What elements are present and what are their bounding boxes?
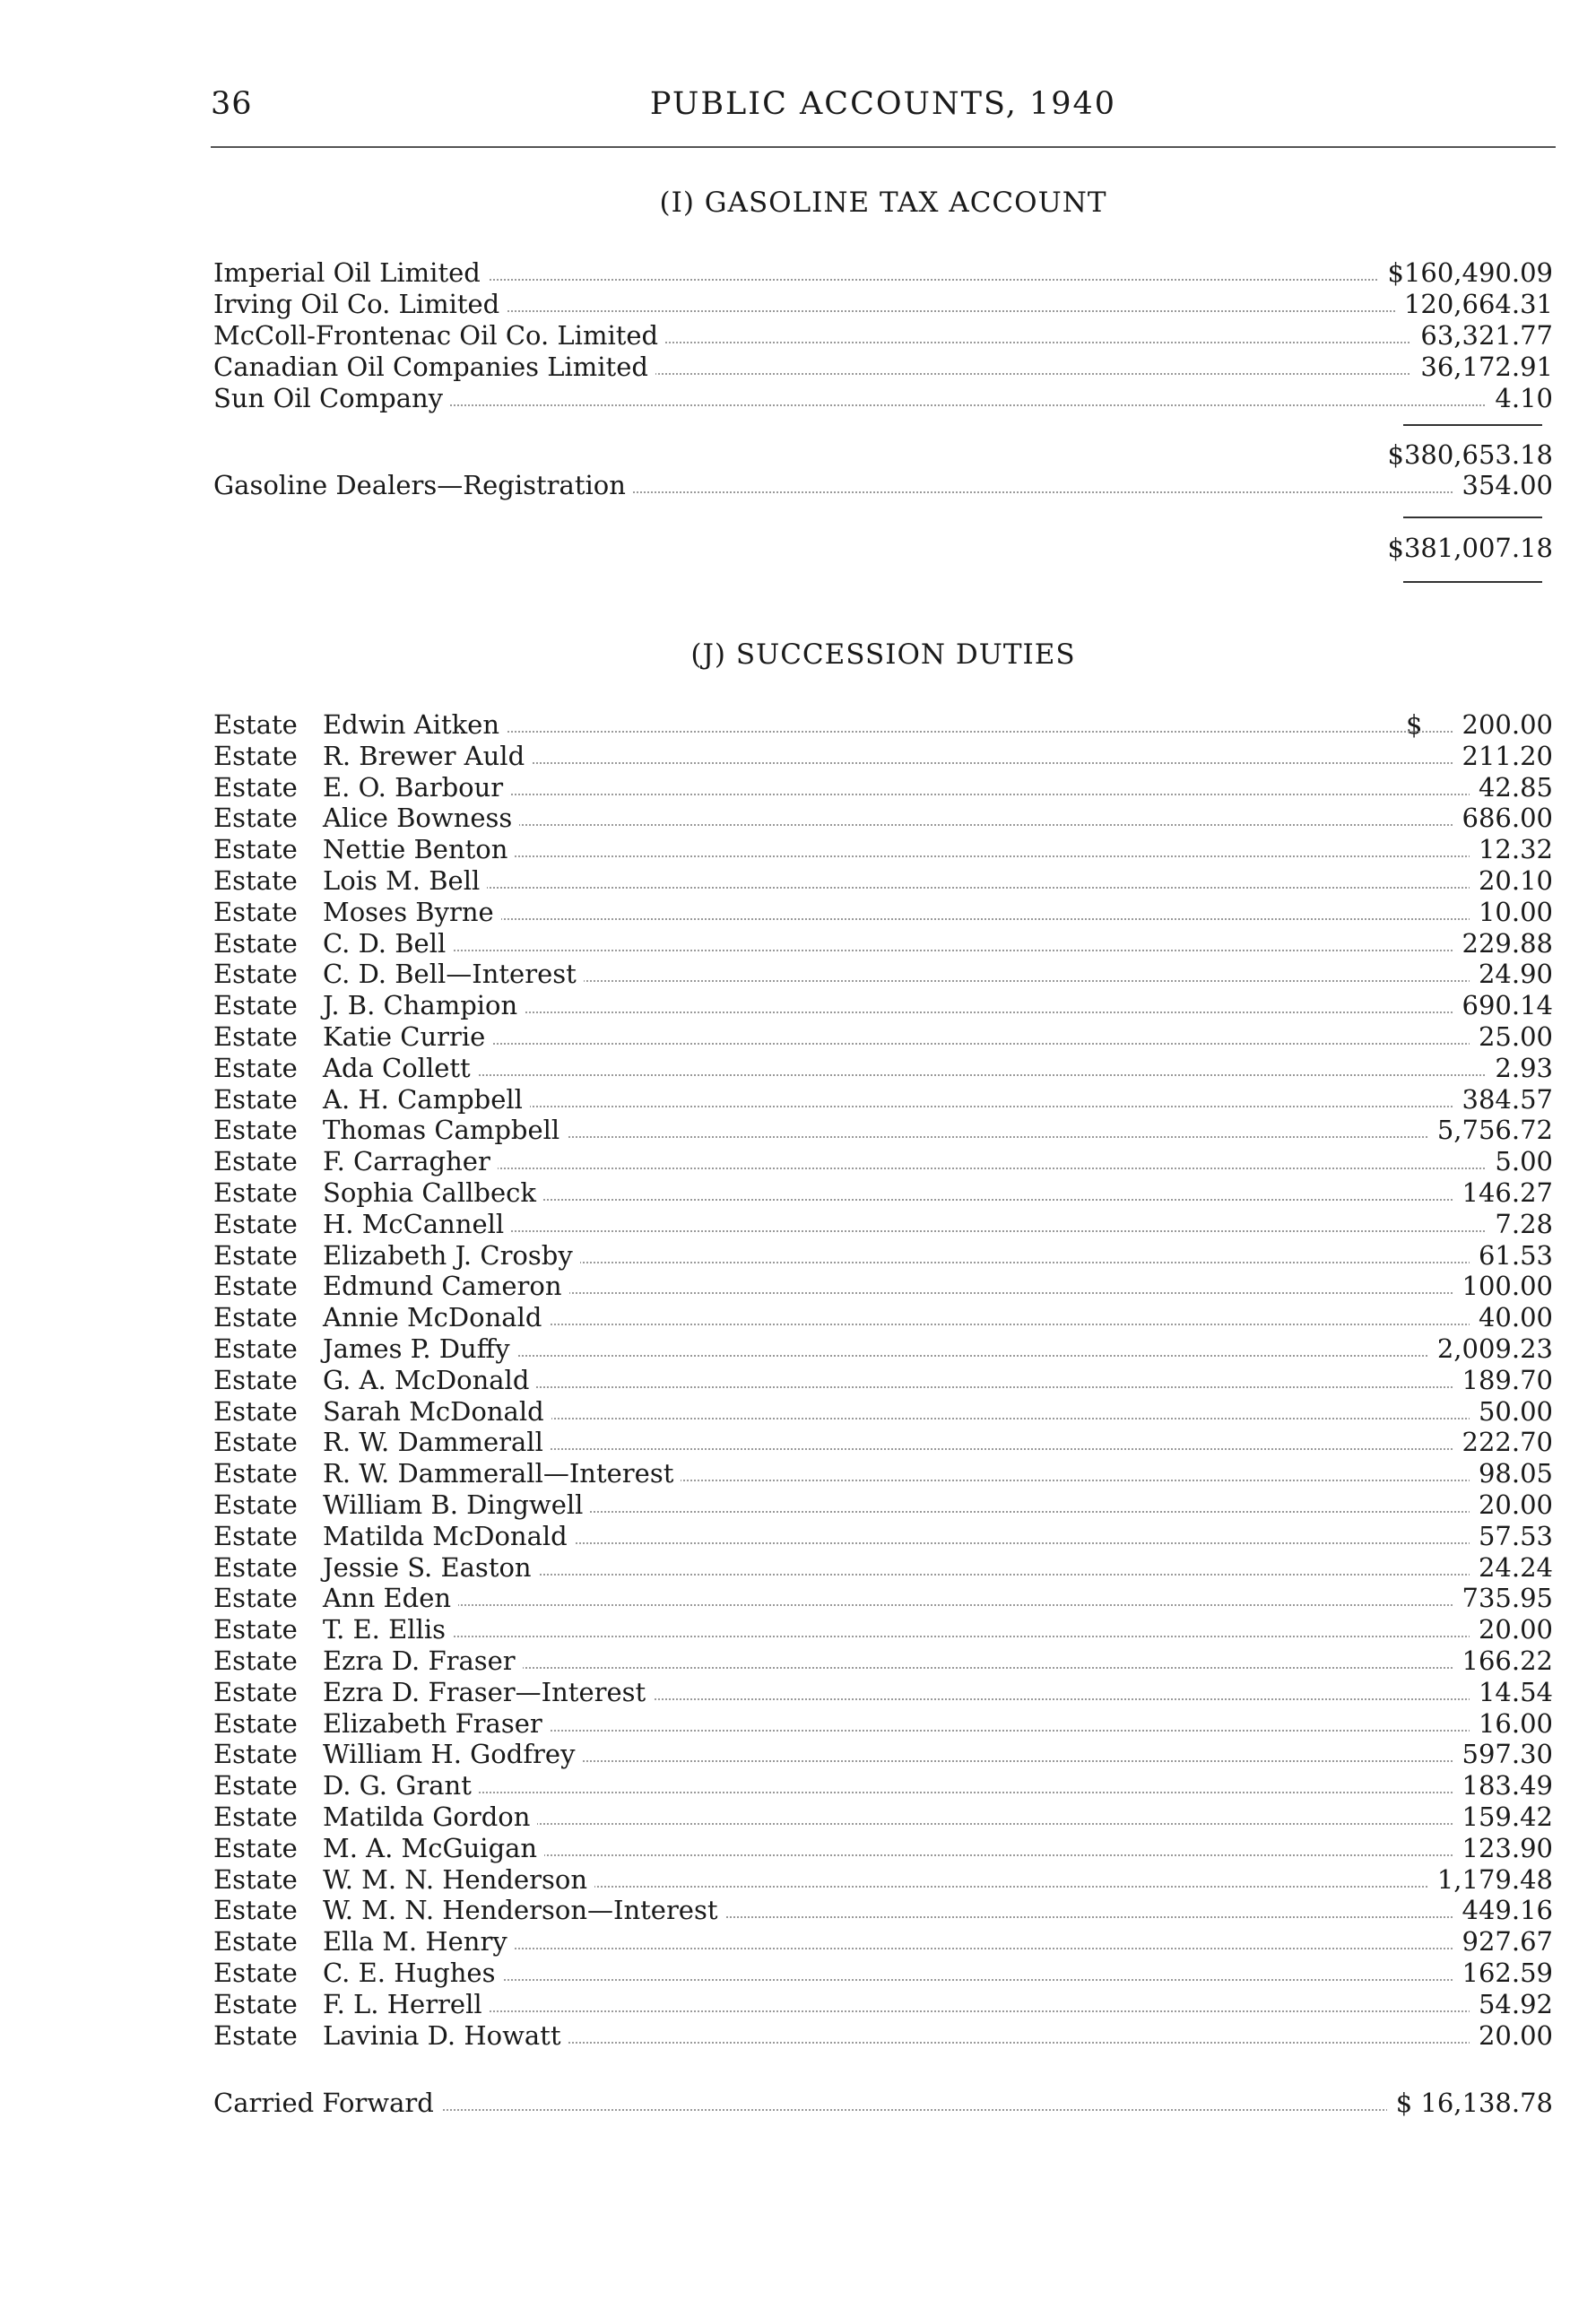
estate-prefix: Estate (213, 741, 298, 771)
estate-row (213, 1053, 1553, 1084)
estate-prefix: Estate (213, 1739, 298, 1769)
estate-label (213, 1302, 549, 1333)
estate-amount: 40.00 (1470, 1302, 1553, 1333)
estate-amount: 222.70 (1453, 1427, 1553, 1458)
estate-label (213, 1365, 536, 1396)
estate-row (213, 1302, 1553, 1333)
estate-name: Matilda Gordon (323, 1801, 531, 1832)
estate-amount: 50.00 (1470, 1396, 1553, 1428)
page-header (211, 86, 1556, 131)
estate-name: J. B. Champion (323, 990, 518, 1020)
estate-amount: 5.00 (1486, 1146, 1553, 1177)
estate-row (213, 959, 1553, 990)
estate-amount: 14.54 (1470, 1677, 1553, 1708)
estate-amount: 25.00 (1470, 1021, 1553, 1053)
estate-amount: 20.10 (1470, 865, 1553, 897)
estate-prefix: Estate (213, 1084, 298, 1115)
estate-label (213, 1084, 530, 1116)
estate-row (213, 741, 1553, 772)
estate-amount: 20.00 (1470, 1614, 1553, 1645)
estate-row (213, 1240, 1553, 1272)
estate-amount: 229.88 (1453, 928, 1553, 959)
estate-amount: 7.28 (1486, 1209, 1553, 1240)
estate-label (213, 1801, 537, 1833)
estate-amount: 20.00 (1470, 1489, 1553, 1521)
estate-label (213, 1895, 725, 1926)
estate-label (213, 1958, 502, 1989)
estate-label (213, 1864, 594, 1896)
estate-amount: 2,009.23 (1428, 1333, 1553, 1365)
gasoline-total-row (213, 533, 1553, 564)
estate-name: Sophia Callbeck (323, 1177, 536, 1208)
estate-prefix: Estate (213, 990, 298, 1020)
estate-prefix: Estate (213, 1240, 298, 1271)
estate-name: Elizabeth J. Crosby (323, 1240, 573, 1271)
gasoline-amount: 36,172.91 (1411, 352, 1553, 383)
estate-row (213, 1146, 1553, 1177)
estate-name: Alice Bowness (323, 803, 513, 833)
estate-amount: 162.59 (1453, 1958, 1553, 1989)
estate-row (213, 1614, 1553, 1645)
estate-label (213, 803, 519, 834)
estate-prefix: Estate (213, 1958, 298, 1988)
estate-prefix: Estate (213, 834, 298, 864)
estate-prefix: Estate (213, 1583, 298, 1613)
estate-label (213, 1489, 590, 1521)
estate-label (213, 1115, 567, 1146)
estate-name: Ada Collett (323, 1053, 471, 1083)
estate-label (213, 1427, 551, 1458)
estate-amount: 211.20 (1453, 741, 1553, 772)
estate-prefix: Estate (213, 1053, 298, 1083)
estate-row (213, 1521, 1553, 1552)
estate-name: Matilda McDonald (323, 1521, 568, 1551)
estate-label (213, 1614, 453, 1645)
estate-label (213, 1053, 478, 1084)
estate-name: D. G. Grant (323, 1770, 472, 1801)
gasoline-dealers-row (213, 470, 1553, 501)
estate-amount: 686.00 (1453, 803, 1553, 834)
estate-amount: 57.53 (1470, 1521, 1553, 1552)
gasoline-company: Sun Oil Company (213, 383, 450, 414)
estate-row (213, 928, 1553, 959)
estate-prefix: Estate (213, 1396, 298, 1427)
estate-prefix: Estate (213, 1302, 298, 1333)
estate-row (213, 1583, 1553, 1614)
estate-amount: 449.16 (1453, 1895, 1553, 1926)
gasoline-amount: $160,490.09 (1379, 257, 1554, 289)
estate-name: R. W. Dammerall—Interest (323, 1458, 674, 1489)
gasoline-subtotal-row (213, 439, 1553, 471)
estate-label (213, 2020, 568, 2052)
estate-label (213, 1926, 515, 1958)
estate-amount: 146.27 (1453, 1177, 1553, 1209)
estate-label (213, 709, 507, 741)
estate-label (213, 1552, 539, 1584)
estate-row (213, 709, 1553, 741)
estate-amount: 24.90 (1470, 959, 1553, 990)
estate-amount: 100.00 (1453, 1271, 1553, 1302)
estate-amount: 24.24 (1470, 1552, 1553, 1584)
estate-name: F. L. Herrell (323, 1989, 482, 2019)
estate-row (213, 1333, 1553, 1365)
estate-prefix: Estate (213, 2020, 298, 2051)
estate-name: R. W. Dammerall (323, 1427, 543, 1457)
estate-amount: 12.32 (1470, 834, 1553, 865)
estate-name: Thomas Campbell (323, 1115, 560, 1145)
estate-prefix: Estate (213, 1427, 298, 1457)
estate-label (213, 1645, 523, 1677)
estate-row (213, 803, 1553, 834)
carried-forward-row (213, 2088, 1553, 2119)
estate-row (213, 1864, 1553, 1896)
estate-row (213, 1770, 1553, 1801)
page-number: 36 (211, 86, 253, 122)
gasoline-company: Irving Oil Co. Limited (213, 289, 507, 320)
estate-name: Ezra D. Fraser (323, 1645, 516, 1676)
estate-row (213, 990, 1553, 1021)
estate-prefix: Estate (213, 1115, 298, 1145)
estate-row (213, 1833, 1553, 1864)
estate-prefix: Estate (213, 1489, 298, 1520)
estate-row (213, 1895, 1553, 1926)
estate-row (213, 1427, 1553, 1458)
gasoline-company: McColl-Frontenac Oil Co. Limited (213, 320, 665, 352)
estate-name: C. D. Bell (323, 928, 447, 959)
page-title: PUBLIC ACCOUNTS, 1940 (649, 86, 1117, 122)
estate-label (213, 1396, 551, 1428)
estate-prefix: Estate (213, 1271, 298, 1301)
estate-row (213, 2020, 1553, 2052)
gasoline-amount: 4.10 (1486, 383, 1553, 414)
estate-label (213, 1739, 582, 1770)
estate-name: R. Brewer Auld (323, 741, 525, 771)
estate-amount: 20.00 (1470, 2020, 1553, 2052)
estate-row (213, 1115, 1553, 1146)
carried-forward-amount: $ 16,138.78 (1387, 2088, 1553, 2119)
estate-label (213, 1333, 517, 1365)
estate-row (213, 1739, 1553, 1770)
estate-label (213, 928, 453, 959)
gasoline-row (213, 320, 1553, 352)
estate-name: Jessie S. Easton (323, 1552, 532, 1583)
estate-name: H. McCannell (323, 1209, 505, 1239)
estate-amount: 16.00 (1470, 1708, 1553, 1740)
gasoline-amount: 63,321.77 (1411, 320, 1553, 352)
estate-name: C. D. Bell—Interest (323, 959, 577, 989)
estate-row (213, 897, 1553, 928)
estate-label (213, 1021, 492, 1053)
gasoline-company: Canadian Oil Companies Limited (213, 352, 655, 383)
estate-row (213, 1552, 1553, 1584)
estate-amount: 927.67 (1453, 1926, 1553, 1958)
gasoline-row (213, 352, 1553, 383)
estate-label (213, 959, 584, 990)
gasoline-subtotal: $380,653.18 (1379, 439, 1554, 471)
estate-row (213, 1021, 1553, 1053)
estate-label (213, 834, 515, 865)
estate-amount: 735.95 (1453, 1583, 1553, 1614)
estate-prefix: Estate (213, 1177, 298, 1208)
estate-prefix: Estate (213, 1365, 298, 1395)
estate-label (213, 741, 532, 772)
estate-label (213, 1271, 569, 1302)
estate-prefix: Estate (213, 1926, 298, 1957)
estate-label (213, 1240, 580, 1272)
estate-name: E. O. Barbour (323, 772, 504, 803)
gasoline-subtotal-rule (1403, 424, 1542, 426)
estate-prefix: Estate (213, 1521, 298, 1551)
gasoline-dealers-amount: 354.00 (1453, 470, 1553, 501)
estate-name: Edwin Aitken (323, 709, 500, 740)
estate-amount: 10.00 (1470, 897, 1553, 928)
estate-row (213, 1989, 1553, 2020)
estate-name: W. M. N. Henderson (323, 1864, 587, 1895)
estate-prefix: Estate (213, 865, 298, 896)
estate-label (213, 1708, 550, 1740)
header-rule (211, 146, 1556, 148)
estate-amount: 2.93 (1486, 1053, 1553, 1084)
carried-forward-label: Carried Forward (213, 2088, 441, 2119)
estate-row (213, 1209, 1553, 1240)
estate-name: F. Carragher (323, 1146, 490, 1176)
estate-name: W. M. N. Henderson—Interest (323, 1895, 718, 1925)
estate-label (213, 772, 510, 803)
estate-row (213, 1396, 1553, 1428)
estate-row (213, 1801, 1553, 1833)
estate-prefix: Estate (213, 1552, 298, 1583)
estate-prefix: Estate (213, 1458, 298, 1489)
estate-row (213, 1708, 1553, 1740)
estate-name: Annie McDonald (323, 1302, 542, 1333)
estate-row (213, 1365, 1553, 1396)
estate-name: Ella M. Henry (323, 1926, 507, 1957)
estate-row (213, 834, 1553, 865)
estate-row (213, 1271, 1553, 1302)
gasoline-dealers-label: Gasoline Dealers—Registration (213, 470, 633, 501)
estate-amount: 5,756.72 (1428, 1115, 1553, 1146)
estate-prefix: Estate (213, 1833, 298, 1863)
gasoline-total-rule-top (1403, 517, 1542, 518)
estate-name: Edmund Cameron (323, 1271, 562, 1301)
estate-name: William H. Godfrey (323, 1739, 576, 1769)
estate-row (213, 1677, 1553, 1708)
gasoline-total-rule-bottom (1403, 581, 1542, 583)
estate-amount: 123.90 (1453, 1833, 1553, 1864)
estate-row (213, 1177, 1553, 1209)
estate-label (213, 865, 487, 897)
estate-name: Lois M. Bell (323, 865, 481, 896)
estate-amount: 166.22 (1453, 1645, 1553, 1677)
estate-prefix: Estate (213, 1801, 298, 1832)
estate-row (213, 772, 1553, 803)
estate-name: T. E. Ellis (323, 1614, 446, 1645)
estate-row (213, 1084, 1553, 1116)
estate-label (213, 1677, 653, 1708)
estate-name: Moses Byrne (323, 897, 494, 927)
estate-amount: 189.70 (1453, 1365, 1553, 1396)
estate-row (213, 1958, 1553, 1989)
estate-prefix: Estate (213, 1895, 298, 1925)
gasoline-company: Imperial Oil Limited (213, 257, 488, 289)
estate-prefix: Estate (213, 709, 298, 740)
estate-prefix: Estate (213, 1770, 298, 1801)
gasoline-row (213, 257, 1553, 289)
estate-prefix: Estate (213, 1209, 298, 1239)
estate-name: Lavinia D. Howatt (323, 2020, 561, 2051)
estate-amount: 597.30 (1453, 1739, 1553, 1770)
estate-amount: 183.49 (1453, 1770, 1553, 1801)
estate-amount: 98.05 (1470, 1458, 1553, 1489)
gasoline-section-title: (I) GASOLINE TAX ACCOUNT (659, 187, 1107, 219)
estate-name: Nettie Benton (323, 834, 508, 864)
estate-label (213, 1177, 543, 1209)
estate-label (213, 1146, 498, 1177)
estate-name: William B. Dingwell (323, 1489, 584, 1520)
gasoline-row (213, 289, 1553, 320)
estate-row (213, 1645, 1553, 1677)
estate-name: C. E. Hughes (323, 1958, 496, 1988)
estate-name: James P. Duffy (323, 1333, 510, 1364)
estate-label (213, 1458, 681, 1489)
estate-prefix: Estate (213, 1677, 298, 1707)
estate-label (213, 1833, 544, 1864)
estate-name: Sarah McDonald (323, 1396, 544, 1427)
estate-row (213, 1489, 1553, 1521)
estate-prefix: Estate (213, 1645, 298, 1676)
estate-prefix: Estate (213, 1614, 298, 1645)
estate-prefix: Estate (213, 1708, 298, 1739)
estate-label (213, 1209, 511, 1240)
estate-prefix: Estate (213, 928, 298, 959)
estate-amount: 54.92 (1470, 1989, 1553, 2020)
succession-section-title: (J) SUCCESSION DUTIES (690, 638, 1076, 671)
estate-prefix: Estate (213, 1146, 298, 1176)
estate-prefix: Estate (213, 897, 298, 927)
estate-label (213, 1583, 458, 1614)
estate-prefix: Estate (213, 1021, 298, 1052)
gasoline-row (213, 383, 1553, 414)
estate-label (213, 1989, 490, 2020)
estate-label (213, 1521, 575, 1552)
estate-name: Ann Eden (323, 1583, 452, 1613)
currency-symbol: $ (1406, 709, 1423, 740)
estate-prefix: Estate (213, 1333, 298, 1364)
estate-amount: 384.57 (1453, 1084, 1553, 1116)
gasoline-total: $381,007.18 (1379, 533, 1554, 564)
estate-label (213, 990, 525, 1021)
estate-amount: 690.14 (1453, 990, 1553, 1021)
estate-label (213, 1770, 479, 1801)
estate-row (213, 1458, 1553, 1489)
estate-amount: 159.42 (1453, 1801, 1553, 1833)
estate-prefix: Estate (213, 803, 298, 833)
estate-name: Katie Currie (323, 1021, 486, 1052)
estate-amount: 42.85 (1470, 772, 1553, 803)
estate-prefix: Estate (213, 1864, 298, 1895)
estate-label (213, 897, 501, 928)
estate-prefix: Estate (213, 1989, 298, 2019)
estate-prefix: Estate (213, 772, 298, 803)
estate-name: A. H. Campbell (323, 1084, 523, 1115)
estate-name: Elizabeth Fraser (323, 1708, 542, 1739)
estate-row (213, 865, 1553, 897)
estate-amount: 200.00 (1453, 709, 1553, 741)
estate-name: G. A. McDonald (323, 1365, 530, 1395)
estate-name: Ezra D. Fraser—Interest (323, 1677, 646, 1707)
gasoline-amount: 120,664.31 (1395, 289, 1553, 320)
estate-row (213, 1926, 1553, 1958)
estate-amount: 61.53 (1470, 1240, 1553, 1272)
estate-name: M. A. McGuigan (323, 1833, 538, 1863)
estate-prefix: Estate (213, 959, 298, 989)
estate-amount: 1,179.48 (1428, 1864, 1553, 1896)
